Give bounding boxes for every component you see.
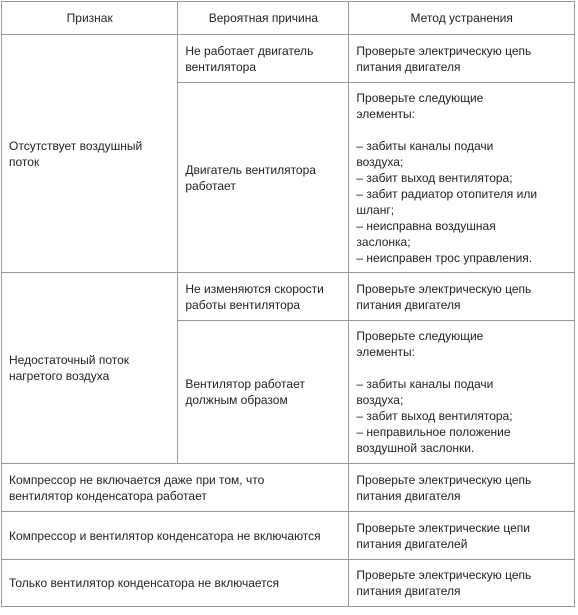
symptom-text: вентилятор конденсатора работает — [9, 488, 207, 503]
cause-text: Не работает двигатель — [185, 43, 314, 58]
cause-text: вентилятора — [185, 59, 256, 74]
troubleshooting-table — [1, 1, 575, 607]
remedy-list-item: шланг; — [356, 202, 395, 217]
table-row — [2, 273, 575, 321]
remedy-list-item: – забиты каналы подачи — [356, 138, 494, 153]
cause-text: должным образом — [185, 393, 288, 407]
symptom-text: Отсутствует воздушный — [9, 138, 143, 153]
remedy-text: Проверьте электрическую цепь — [356, 281, 532, 296]
cause-text: Не изменяются скорости — [185, 281, 324, 296]
remedy-cell — [349, 560, 575, 607]
remedy-text: Проверьте электрические цепи — [356, 520, 530, 535]
cause-text: работы вентилятора — [185, 297, 301, 312]
remedy-cell — [349, 35, 575, 83]
remedy-text: элементы: — [356, 106, 415, 121]
symptom-cell — [2, 35, 178, 273]
symptom-text: Недостаточный поток — [9, 353, 130, 367]
remedy-text: элементы: — [356, 345, 415, 359]
header-symptom: Признак — [2, 2, 178, 35]
remedy-list-item: – забит выход вентилятора; — [356, 409, 513, 423]
table-row — [2, 560, 575, 607]
remedy-list-item: воздушной заслонки. — [356, 441, 475, 455]
symptom-cell — [2, 560, 349, 607]
symptom-text: Только вентилятор конденсатора не включается — [9, 576, 280, 590]
remedy-text: Проверьте следующие — [356, 329, 484, 343]
header-cause: Вероятная причина — [178, 2, 349, 35]
cause-cell — [178, 321, 349, 464]
table-row — [2, 35, 575, 83]
symptom-text: нагретого воздуха — [9, 369, 110, 383]
remedy-cell — [349, 273, 575, 321]
cause-text: работает — [185, 178, 236, 193]
remedy-list-item: – забит радиатор отопителя или — [356, 186, 538, 201]
remedy-list-item: – неисправна воздушная — [356, 218, 496, 233]
cause-cell — [178, 35, 349, 83]
remedy-text: питания двигателей — [356, 536, 468, 551]
cause-text: Двигатель вентилятора — [185, 162, 316, 177]
remedy-text: Проверьте следующие — [356, 90, 484, 105]
remedy-cell — [349, 512, 575, 560]
cause-cell — [178, 83, 349, 273]
symptom-cell — [2, 273, 178, 464]
table-row — [2, 512, 575, 560]
table-row — [2, 464, 575, 512]
remedy-text: Проверьте электрическую цепь — [356, 568, 532, 582]
remedy-cell — [349, 464, 575, 512]
remedy-cell — [349, 83, 575, 273]
symptom-text: Компрессор и вентилятор конденсатора не включаются — [9, 528, 321, 543]
remedy-list-item: – забиты каналы подачи — [356, 377, 494, 391]
remedy-list-item: заслонка; — [356, 234, 411, 249]
cause-text: Вентилятор работает — [185, 377, 305, 391]
header-remedy: Метод устранения — [349, 2, 575, 35]
remedy-list-item: воздуха; — [356, 154, 404, 169]
symptom-text: Компрессор не включается даже при том, что — [9, 472, 265, 487]
remedy-list-item: воздуха; — [356, 393, 404, 407]
remedy-text: Проверьте электрическую цепь — [356, 43, 532, 58]
symptom-cell — [2, 512, 349, 560]
cause-cell — [178, 273, 349, 321]
remedy-list-item: – неправильное положение — [356, 425, 511, 439]
table-header-row — [2, 2, 575, 35]
remedy-cell — [349, 321, 575, 464]
remedy-text: Проверьте электрическую цепь — [356, 472, 532, 487]
remedy-text: питания двигателя — [356, 584, 461, 598]
remedy-text: питания двигателя — [356, 488, 461, 503]
symptom-text: поток — [9, 154, 40, 169]
remedy-list-item: – неисправен трос управления. — [356, 250, 533, 265]
remedy-text: питания двигателя — [356, 297, 461, 312]
remedy-text: питания двигателя — [356, 59, 461, 74]
remedy-list-item: – забит выход вентилятора; — [356, 170, 513, 185]
symptom-cell — [2, 464, 349, 512]
